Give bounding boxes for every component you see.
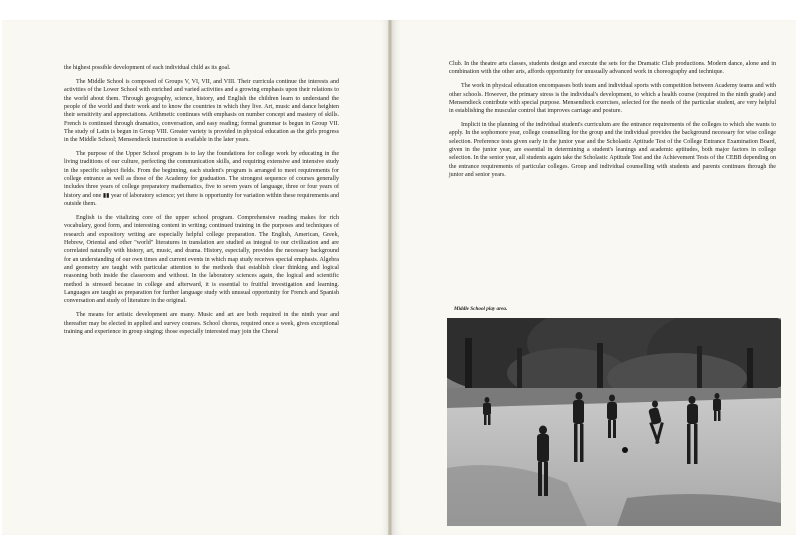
left-paragraph-5: The means for artistic development are many. Music and art are both required in the ninth year and thereafter may be elected in applied and survey courses. School chorus, required once a week, gives exceptional training and experience in group singing; those especially interested may join the Choral [64,312,339,335]
left-page [2,20,391,535]
right-text-column [449,60,776,185]
right-paragraph-1: Club. In the theatre arts classes, students design and execute the sets for the Dramatic Club productions. Modern dance, alone and in combination with the other arts, affords opportunity for unusually advanced work in choreography and technique. [449,61,776,76]
play-area-photo-image [447,318,781,526]
left-paragraph-4: English is the vitalizing core of the upper school program. Comprehensive reading makes for rich vocabulary, good form, and interesting content in writing; continued training in the purposes and techniques of research and expository writing are especially helpful college preparation. The English, American, Greek, Hebrew, Oriental and other "world" literatures in translation are studied as integral to our civilization and are correlated naturally with history, art, music, and drama. History, especially, provides the necessary background for an understanding of our own times and current events in which map study receives special emphasis. Algebra and geometry are taught with particular attention to the methods that establish clear thinking and logical reasoning both inside the classroom and without. In the laboratory sciences again, the logical and scientific method is stressed because in college and afterward, it is essential to fruitful investigation and learning. Languages are taught as preparation for further language study with unusual opportunity for French and Spanish conversation and study of literature in the original. [64,215,339,305]
left-paragraph-1: the highest possible development of each individual child as its goal. [64,65,231,71]
left-paragraph-2: The Middle School is composed of Groups V, VI, VII, and VIII. Their curricula continue the interests and activities of the Lower School with enriched and varied activities and a growing emphasis upon their relations to the world about them. Through geography, science, history, and English the children learn to understand the people of the world and their work and to know the countries in which they live. Art, music and dance heighten their sensitivity and appreciations. Arithmetic continues with emphasis on number concept and mastery of skills. French is continued through dramatics, conversation, and easy reading; formal grammar is begun in Group VII. The study of Latin is begun in Group VIII. Greater variety is provided in physical education as the girls progress in the Middle School; Mensendieck instruction is available in the later years. [64,78,339,144]
right-paragraph-2: The work in physical education encompasses both team and individual sports with competition between Academy teams and with other schools. However, the primary stress is the individual's development, to which a health course (required in the ninth grade) and Mensendieck contribute with special purpose. Mensendieck exercises, selected for the needs of the particular student, are very helpful in establishing the muscular control that improves carriage and posture. [449,83,776,115]
photo-caption: Middle School play area. [454,306,508,312]
left-text-column [64,64,339,342]
play-area-photo [447,318,781,526]
book-gutter [388,20,392,535]
left-paragraph-3: The purpose of the Upper School program is to lay the foundations for college work by educating in the living traditions of our culture, perfecting the communication skills, and requiring extensive and intensive study in the specific subject fields. From the beginning, each student's program is arranged to meet requirements for college entrance as well as those of the Academy for graduation. The strongest sequence of courses generally includes three years of college preparatory mathematics, five to seven years of language, three or four years of history and one ▮▮ year of laboratory science; yet there is opportunity for variation within these requirements and outside them. [64,151,339,208]
right-paragraph-3: Implicit in the planning of the individual student's curriculum are the entrance requirements of the colleges to which she wants to apply. In the sophomore year, college counselling for the group and the individual provides the background necessary for wise college selection. Preference tests given early in the junior year and the Scholastic Aptitude Test of the College Entrance Examination Board, given in the junior year, are essential in determining a student's leanings and academic aptitudes, both major factors in college selection. In the senior year, all students again take the Scholastic Aptitude Test and the Achievement Tests of the CEBB depending on the entrance requirements of particular colleges. Group and individual counselling with students and parents continues through the junior and senior years. [449,122,776,179]
